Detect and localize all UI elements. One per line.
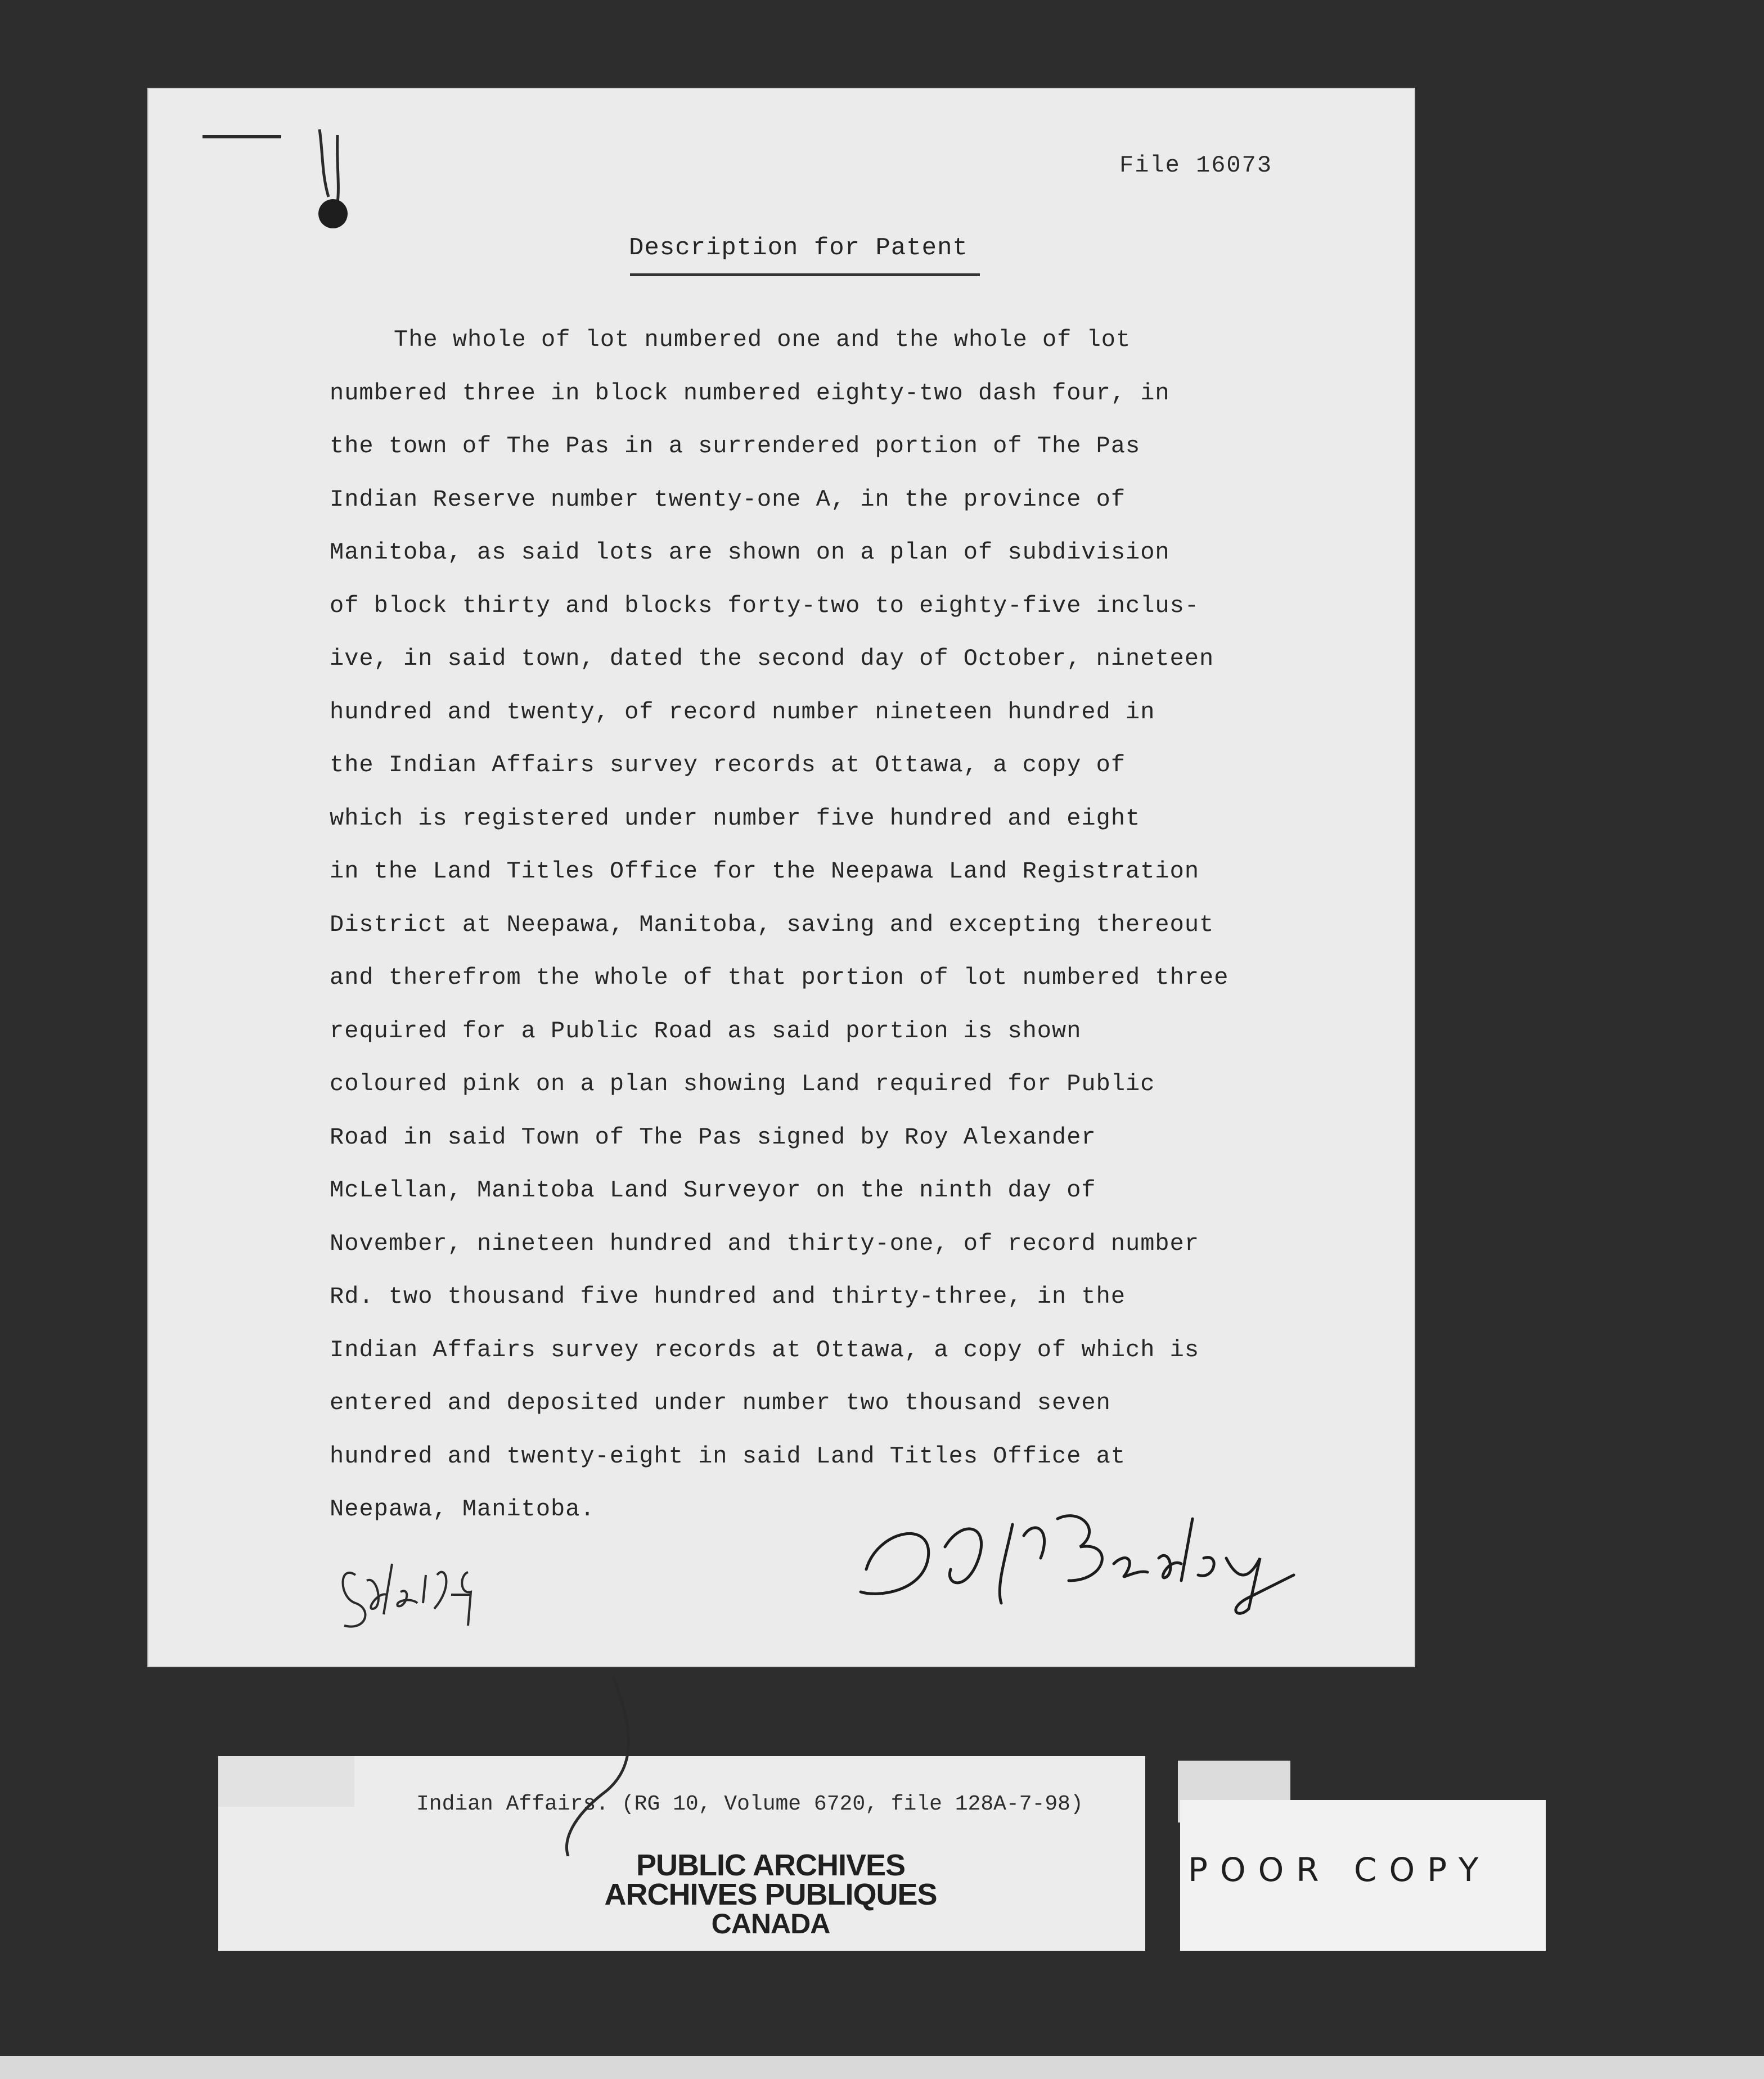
- file-number: File 16073: [1119, 152, 1273, 179]
- body-line: coloured pink on a plan showing Land required for Public: [330, 1070, 1155, 1097]
- dash-mark: [202, 135, 281, 138]
- body-line: hundred and twenty-eight in said Land Titles Office at: [330, 1443, 1126, 1470]
- pen-stroke: [551, 1676, 664, 1856]
- archive-stamp-line-2: ARCHIVES PUBLIQUES: [604, 1878, 937, 1911]
- document-title: Description for Patent: [629, 234, 968, 262]
- body-line: and therefrom the whole of that portion of lot numbered three: [330, 964, 1229, 991]
- body-line: Manitoba, as said lots are shown on a plan of subdivision: [330, 539, 1170, 566]
- archive-reference: Indian Affairs. (RG 10, Volume 6720, file 128A-7-98): [416, 1792, 1083, 1816]
- body-line: Neepawa, Manitoba.: [330, 1496, 595, 1523]
- scan-bottom-edge: [0, 2056, 1764, 2079]
- margin-note-handwriting: [333, 1541, 502, 1642]
- body-line: the town of The Pas in a surrendered portion of The Pas: [330, 433, 1141, 460]
- signature: [844, 1496, 1350, 1626]
- archive-stamp-line-1: PUBLIC ARCHIVES: [636, 1848, 906, 1882]
- body-line: ive, in said town, dated the second day of October, nineteen: [330, 645, 1214, 672]
- body-line: numbered three in block numbered eighty-two dash four, in: [330, 380, 1170, 407]
- body-line: entered and deposited under number two thousand seven: [330, 1389, 1111, 1416]
- body-line: Rd. two thousand five hundred and thirty-three, in the: [330, 1283, 1126, 1310]
- body-line: of block thirty and blocks forty-two to eighty-five inclus-: [330, 592, 1200, 619]
- body-line: hundred and twenty, of record number nineteen hundred in: [330, 699, 1155, 726]
- poor-copy-label: POOR COPY: [1188, 1851, 1491, 1889]
- body-line: which is registered under number five hundred and eight: [330, 805, 1141, 832]
- body-line: required for a Public Road as said portion is shown: [330, 1018, 1082, 1045]
- archive-card-tab: [218, 1756, 354, 1807]
- body-line: Indian Reserve number twenty-one A, in the province of: [330, 486, 1126, 513]
- body-line: Indian Affairs survey records at Ottawa, a copy of which is: [330, 1336, 1200, 1364]
- body-line: McLellan, Manitoba Land Surveyor on the ninth day of: [330, 1177, 1096, 1204]
- archive-stamp: [579, 1848, 962, 1940]
- body-line: Road in said Town of The Pas signed by Roy Alexander: [330, 1124, 1096, 1151]
- body-line: in the Land Titles Office for the Neepawa Land Registration: [330, 858, 1200, 885]
- body-line: The whole of lot numbered one and the whole of lot: [394, 326, 1131, 353]
- body-line: the Indian Affairs survey records at Ottawa, a copy of: [330, 752, 1126, 778]
- body-line: November, nineteen hundred and thirty-one, of record number: [330, 1230, 1200, 1257]
- punch-hole-mark: [308, 129, 353, 236]
- body-line: District at Neepawa, Manitoba, saving and excepting thereout: [330, 911, 1214, 938]
- title-underline: [630, 273, 980, 276]
- archive-stamp-line-3: CANADA: [711, 1908, 830, 1940]
